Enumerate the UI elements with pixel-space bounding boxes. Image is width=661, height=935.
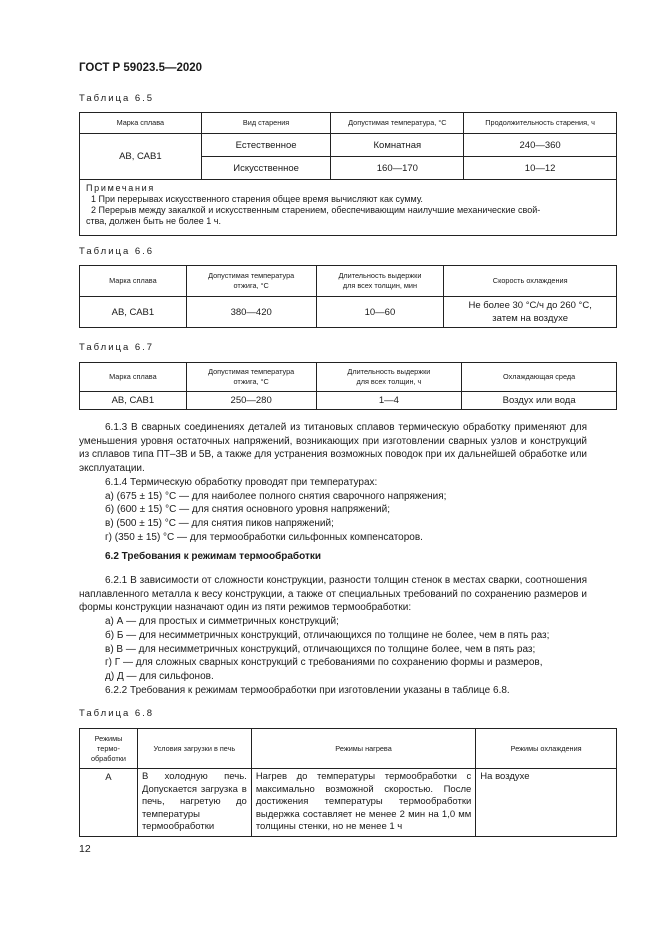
table-header-cell: Охлаждающая среда: [462, 363, 617, 392]
table-header-cell: Условия загрузки в печь: [137, 729, 251, 769]
table-6-5: [79, 112, 617, 236]
header-line: обработки: [90, 753, 126, 763]
table-6-6-caption: Таблица 6.6: [79, 246, 155, 257]
table-header-cell: [186, 363, 316, 392]
paragraph-6-2-2: 6.2.2 Требования к режимам термообработки при изготовлении указаны в таблице 6.8.: [105, 684, 510, 696]
table-cell: [444, 297, 617, 328]
table-cell: АВ, САВ1: [80, 297, 187, 328]
note-2-line-1: 2 Перерыв между закалкой и искусственным старением, обеспечивающим наилучшие механические свой-: [91, 205, 541, 215]
page-number: 12: [79, 843, 91, 855]
table-6-6: [79, 265, 617, 328]
paragraph-6-1-3: 6.1.3 В сварных соединениях деталей из титановых сплавов термическую обработку применяют для уменьшения уровня остаточных напряжений, возникающих при изготовлении сварных узлов и конструкций из сплавов типа ПТ–3В и 5В, а также для устранения возможных поводок при их дальнейшей обработке или эксплуатации.: [79, 422, 587, 475]
table-header-cell: [316, 363, 462, 392]
table-6-7: [79, 362, 617, 410]
list-item: б) Б — для несимметричных конструкций, отличающихся по толщине не более, чем в пять раз;: [105, 629, 550, 641]
list-item: в) В — для несимметричных конструкций, отличающихся по толщине более, чем в пять раз;: [105, 643, 536, 655]
table-header-cell: Режимы охлаждения: [476, 729, 617, 769]
table-cell: 10—12: [464, 157, 617, 180]
paragraph-6-1-4: 6.1.4 Термическую обработку проводят при температурах:: [105, 476, 378, 488]
table-cell: 250—280: [186, 392, 316, 410]
table-cell: А: [80, 769, 138, 837]
table-cell: Искусственное: [201, 157, 331, 180]
table-header-cell: Продолжительность старения, ч: [464, 113, 617, 134]
table-cell: Воздух или вода: [462, 392, 617, 410]
header-line: Допустимая температура: [208, 271, 295, 280]
table-cell: 160—170: [331, 157, 464, 180]
note-2-line-2: ства, должен быть не более 1 ч.: [86, 216, 221, 226]
section-6-2-heading: 6.2 Требования к режимам термообработки: [105, 551, 322, 562]
table-notes: [80, 180, 617, 236]
table-6-7-caption: Таблица 6.7: [79, 342, 155, 353]
table-header-cell: Марка сплава: [80, 266, 187, 297]
table-header-cell: [316, 266, 444, 297]
table-header-cell: Скорость охлаждения: [444, 266, 617, 297]
table-cell: Комнатная: [331, 134, 464, 157]
notes-title: Примечания: [86, 183, 155, 193]
header-line: отжига, °С: [233, 281, 269, 290]
table-6-8: [79, 728, 617, 837]
cell-line: Не более 30 °С/ч до 260 °С,: [468, 300, 592, 311]
section-6-2-text: [79, 574, 587, 697]
table-cell: АВ, САВ1: [80, 392, 187, 410]
table-header-cell: Режимы нагрева: [251, 729, 475, 769]
section-6-1-text: [79, 421, 587, 544]
header-line: Допустимая температура: [208, 367, 295, 376]
table-cell: Нагрев до температуры термообработки с максимально возможной скоростью. После достижения температуры термообработки выдержка составляет не менее 2 мин на 1,0 мм толщины стенки, но не менее 1 ч: [251, 769, 475, 837]
header-line: Режимы: [94, 733, 123, 743]
table-cell: 1—4: [316, 392, 462, 410]
table-cell: 380—420: [186, 297, 316, 328]
table-6-8-caption: Таблица 6.8: [79, 708, 155, 719]
table-cell: На воздухе: [476, 769, 617, 837]
list-item: в) (500 ± 15) °С — для снятия пиков напряжений;: [105, 517, 334, 529]
header-line: термо-: [97, 743, 120, 753]
table-header-cell: Марка сплава: [80, 363, 187, 392]
list-item: б) (600 ± 15) °С — для снятия основного уровня напряжений;: [105, 504, 390, 516]
header-line: для всех толщин, ч: [356, 377, 422, 386]
header-line: отжига, °С: [233, 377, 269, 386]
document-header: ГОСТ Р 59023.5—2020: [79, 62, 203, 74]
cell-line: затем на воздухе: [492, 313, 569, 324]
table-cell: 10—60: [316, 297, 444, 328]
list-item: д) Д — для сильфонов.: [105, 670, 214, 682]
table-header-cell: [80, 729, 138, 769]
table-header-cell: Марка сплава: [80, 113, 202, 134]
table-cell: В холодную печь. Допускается загрузка в печь, нагретую до температуры термообработки: [137, 769, 251, 837]
list-item: а) (675 ± 15) °С — для наиболее полного снятия сварочного напряжения;: [105, 490, 447, 502]
table-header-cell: [186, 266, 316, 297]
header-line: Длительность выдержки: [347, 367, 431, 376]
table-6-5-caption: Таблица 6.5: [79, 93, 155, 104]
header-line: Длительность выдержки: [338, 271, 422, 280]
table-cell: 240—360: [464, 134, 617, 157]
list-item: г) Г — для сложных сварных конструкций с требованиями по сохранению формы и размеров,: [105, 657, 543, 669]
table-header-cell: Вид старения: [201, 113, 331, 134]
note-1: 1 При перерывах искусственного старения общее время вычисляют как сумму.: [91, 194, 423, 204]
header-line: для всех толщин, мин: [342, 281, 418, 290]
table-cell: Естественное: [201, 134, 331, 157]
alloy-grade-cell: АВ, САВ1: [80, 134, 202, 180]
list-item: г) (350 ± 15) °С — для термообработки сильфонных компенсаторов.: [105, 531, 423, 543]
list-item: а) А — для простых и симметричных конструкций;: [105, 616, 339, 628]
table-header-cell: Допустимая температура, °С: [331, 113, 464, 134]
paragraph-6-2-1: 6.2.1 В зависимости от сложности конструкции, разности толщин стенок в местах сварки, соотношения наплавленного металла к весу конструкции, а также от специальных требований по сохранению размеров и формы конструкции назначают один из пяти режимов термообработки:: [79, 575, 587, 614]
